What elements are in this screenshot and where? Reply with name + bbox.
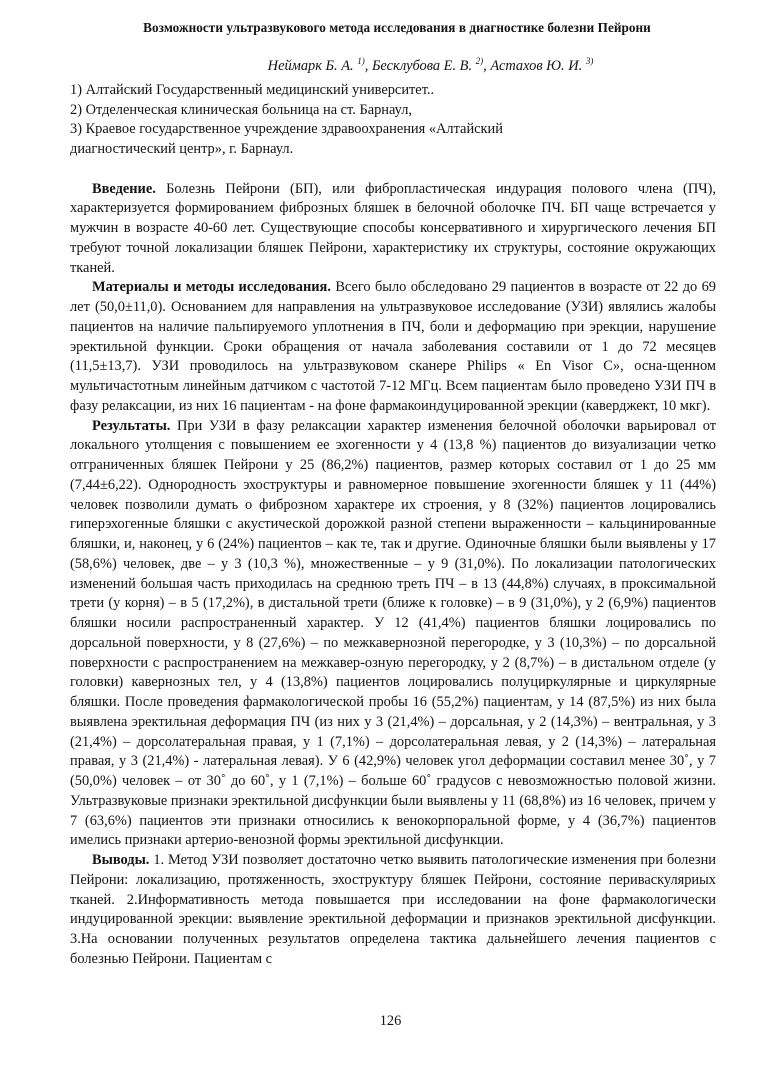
paper-title: Возможности ультразвукового метода исследования в диагностике болезни Пейрони xyxy=(143,20,651,35)
affiliation-3: 3) Краевое государственное учреждение здравоохранения «Алтайский диагностический центр», г. Барнаул. xyxy=(70,121,503,157)
authors-line xyxy=(145,56,716,75)
author-name: Бесклубова Е. В. xyxy=(371,57,473,74)
author-mark: 3) xyxy=(585,56,594,66)
section-methods xyxy=(70,278,716,416)
article-body xyxy=(70,180,716,970)
author-mark: 2) xyxy=(475,56,484,66)
author-mark: 1) xyxy=(357,56,365,66)
affiliation-2: 2) Отделенческая клиническая больница на ст. Барнаул, xyxy=(70,101,413,118)
author-name: Астахов Ю. И. xyxy=(490,57,583,74)
page-number: 126 xyxy=(379,1013,402,1029)
section-text: 1. Метод УЗИ позволяет достаточно четко выявить патологические изменения при болезни Пейрони: локализацию, протяженность, эхоструктуру бляшек Пейрони, состояние периваскуляриых тканей. 2.Информативность метода повышается при исследовании на фоне фармакологически индуцированной эрекции: выявление эректильной деформации и признаков эректильной дисфункции. 3.На основании полученных результатов определена тактика дальнейшего лечения пациентов с болезнью Пейрони. Пациентам с xyxy=(70,852,716,967)
affiliations xyxy=(70,81,716,160)
section-heading: Результаты. xyxy=(92,417,171,434)
section-heading: Выводы. xyxy=(92,852,150,869)
section-heading: Материалы и методы исследования. xyxy=(92,279,331,296)
affiliation-1: 1) Алтайский Государственный медицинский университет.. xyxy=(70,81,435,98)
section-text: Всего было обследовано 29 пациентов в возрасте от 22 до 69 лет (50,0±11,0). Основанием для направления на ультразвуковое исследование (УЗИ) являлись жалобы пациентов на наличие пальпируемого уплотнения в ПЧ, боли и деформацию при эрекции, нарушение эректильной функции. Сроки обращения от начала заболевания составили от 1 до 72 месяцев (11,5±13,7). УЗИ проводилось на ультразвуковом сканере Philips « En Visor C», осна-щенном мультичастотным линейным датчиком с частотой 7-12 МГц. Всем пациентам было проведено УЗИ ПЧ в фазу релаксации, из них 16 пациентам - на фоне фармакоиндуцированной эрекции (каверджект, 10 мкг). xyxy=(70,279,716,414)
section-conclusions xyxy=(70,851,716,970)
section-heading: Введение. xyxy=(92,180,156,197)
author-name: Неймарк Б. А. xyxy=(267,57,354,74)
author-separator: , xyxy=(483,57,491,74)
section-text: При УЗИ в фазу релаксации характер изменения белочной оболочки варьировал от локального утолщения с повышением ее эхогенности у 4 (13,8 %) пациентов до визуализации четко отграниченных бляшек Пейрони у 25 (86,2%) пациентов, размер которых составил от 1 до 25 мм (7,44±6,22). Однородность эхоструктуры и равномерное повышение эхогенности бляшек у 11 (44%) человек позволили думать о фиброзном характере их строения, у 8 (32%) пациентов лоцировались гиперэхогенные бляшки с акустической дорожкой разной степени выраженности – кальцинированные бляшки, и, наконец, у 6 (24%) пациентов – как те, так и другие. Одиночные бляшки были выявлены у 17 (58,6%) человек, две – у 3 (10,3 %), множественные – у 9 (31,0%). По локализации патологических изменений большая часть приходилась на среднюю треть ПЧ – в 13 (44,8%) случаях, в проксимальной трети (у корня) – в 5 (17,2%), в дистальной трети (ближе к головке) – в 9 (31,0%), у 2 (6,9%) пациентов бляшки носили распространенный характер. У 12 (41,4%) пациентов бляшки лоцировались по дорсальной поверхности, у 8 (27,6%) – по межкавернозной перегородке, у 3 (10,3%) – по дорсальной поверхности с распространением на межкавер-озную перегородку, у 2 (8,7%) – в дистальном отделе (у головки) кавернозных тел, у 4 (13,8%) пациентов лоцировались полуциркулярные и циркулярные бляшки. После проведения фармакологической пробы 16 (55,2%) пациентам, у 14 (87,5%) из них была выявлена эректильная деформация ПЧ (из них у 3 (21,4%) – дорсальная, у 2 (14,3%) – вентральная, у 3 (21,4%) – дорсолатеральная правая, у 1 (7,1%) – дорсолатеральная левая, у 2 (14,3%) – латеральная правая, у 3 (21,4%) - латеральная левая). У 6 (42,9%) человек угол деформации составил менее 30˚, у 7 (50,0%) человек – от 30˚ до 60˚, у 1 (7,1%) – больше 60˚ градусов с невозможностью половой жизни. Ультразвуковые признаки эректильной дисфункции были выявлены у 11 (68,8%) из 16 человек, причем у 7 (63,6%) пациентов эти признаки относились к венокорпоральной форме, у 4 (36,7%) пациентов имелись признаки артерио-венозной формы эректильной дисфункции. xyxy=(70,417,716,849)
author-separator: , xyxy=(364,57,372,74)
page xyxy=(70,20,716,970)
section-text: Болезнь Пейрони (БП), или фибропластическая индурация полового члена (ПЧ), характеризуется формированием фиброзных бляшек в белочной оболочке ПЧ. БП чаще встречается у мужчин в возрасте 40-60 лет. Существующие способы консервативного и хирургического лечения БП требуют точной локализации бляшек Пейрони, характеристику их структуры, состояние окружающих тканей. xyxy=(70,180,716,276)
section-results xyxy=(70,417,716,852)
section-introduction xyxy=(70,180,716,279)
